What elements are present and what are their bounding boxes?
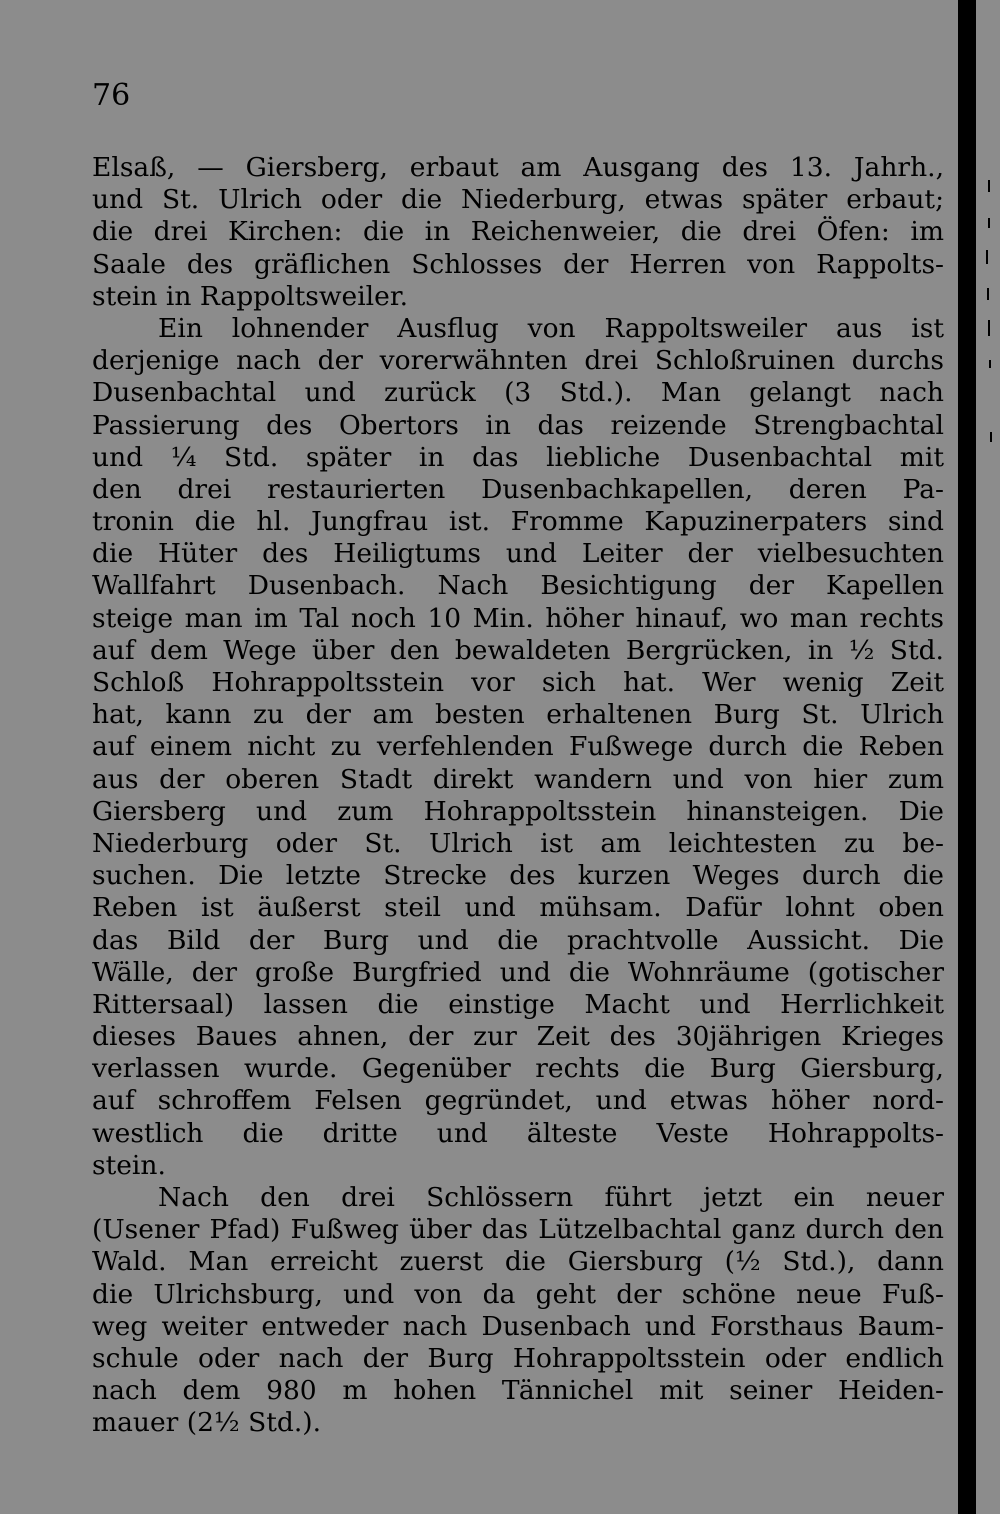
text-line: Nach den drei Schlössern führt jetzt ein neuer [158,1182,944,1213]
text-line: Schloß Hohrappoltsstein vor sich hat. Wer wenig Zeit [92,667,944,698]
text-line: das Bild der Burg und die prachtvolle Aussicht. Die [92,924,944,956]
text-line: die drei Kirchen: die in Reichenweier, die drei Öfen: im [92,216,944,248]
text-line: den drei restaurierten Dusenbachkapellen, deren Pa- [92,473,944,505]
body-text [92,152,944,1440]
text-line: Giersberg und zum Hohrappoltsstein hinansteigen. Die [92,795,944,827]
text-line: die Hüter des Heiligtums und Leiter der vielbesuchten [92,538,944,570]
text-line: nach dem 980 m hohen Tännichel mit seiner Heiden- [92,1375,944,1407]
text-line: dieses Baues ahnen, der zur Zeit des 30jährigen Krieges [92,1021,944,1053]
text-line: stein in Rappoltsweiler. [92,280,409,312]
text-line: steige man im Tal noch 10 Min. höher hinauf, wo man rechts [92,602,944,634]
text-line: und ¼ Std. später in das liebliche Dusenbachtal mit [92,441,944,473]
text-line: Niederburg oder St. Ulrich ist am leichtesten zu be- [92,827,944,859]
text-line: mauer (2½ Std.). [92,1407,322,1439]
text-line: Passierung des Obertors in das reizende Strengbachtal [92,409,944,441]
text-line: weg weiter entweder nach Dusenbach und Forsthaus Baum- [92,1310,944,1342]
text-line: westlich die dritte und älteste Veste Hohrappolts- [92,1117,944,1149]
text-line: und St. Ulrich oder die Niederburg, etwas später erbaut; [92,184,944,216]
margin-marks [982,170,1000,470]
text-line: Wälle, der große Burgfried und die Wohnräume (gotischer [92,956,944,988]
text-line: Reben ist äußerst steil und mühsam. Dafür lohnt oben [92,892,944,924]
text-line: Elsaß, — Giersberg, erbaut am Ausgang des 13. Jahrh., [92,152,944,183]
text-line: Rittersaal) lassen die einstige Macht und Herrlichkeit [92,988,944,1020]
text-line: suchen. Die letzte Strecke des kurzen Weges durch die [92,860,944,892]
text-line: auf dem Wege über den bewaldeten Bergrücken, in ½ Std. [92,634,944,666]
page-number: 76 [92,78,131,113]
page-edge-border [958,0,976,1514]
text-line: tronin die hl. Jungfrau ist. Fromme Kapuzinerpaters sind [92,506,944,538]
text-line: die Ulrichsburg, und von da geht der schöne neue Fuß- [92,1278,944,1310]
text-line: hat, kann zu der am besten erhaltenen Burg St. Ulrich [92,699,944,731]
text-line: auf schroffem Felsen gegründet, und etwas höher nord- [92,1085,944,1117]
text-line: Saale des gräflichen Schlosses der Herren von Rappolts- [92,248,944,280]
text-line: (Usener Pfad) Fußweg über das Lützelbachtal ganz durch den [92,1214,944,1246]
text-line: aus der oberen Stadt direkt wandern und von hier zum [92,763,944,795]
text-line: schule oder nach der Burg Hohrappoltsstein oder endlich [92,1342,944,1374]
text-line: Dusenbachtal und zurück (3 Std.). Man gelangt nach [92,377,944,409]
text-line: stein. [92,1149,166,1181]
text-line: derjenige nach der vorerwähnten drei Schloßruinen durchs [92,345,944,377]
text-line: Wallfahrt Dusenbach. Nach Besichtigung der Kapellen [92,570,944,602]
text-line: auf einem nicht zu verfehlenden Fußwege durch die Reben [92,731,944,763]
text-line: verlassen wurde. Gegenüber rechts die Burg Giersburg, [92,1053,944,1085]
text-line: Ein lohnender Ausflug von Rappoltsweiler aus ist [158,312,944,344]
text-line: Wald. Man erreicht zuerst die Giersburg (½ Std.), dann [92,1246,944,1278]
